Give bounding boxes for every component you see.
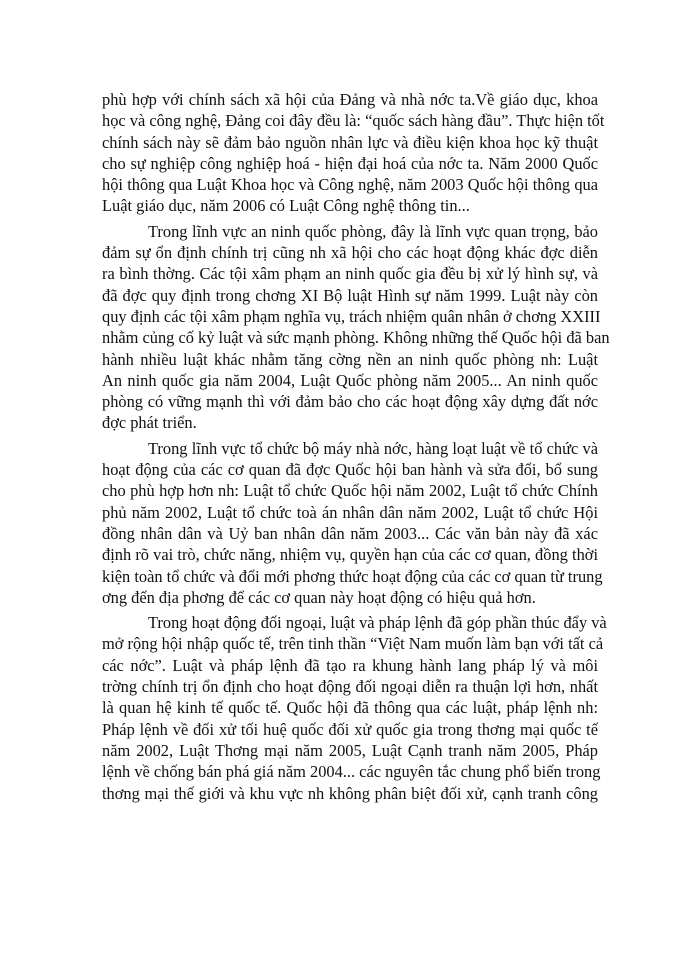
document-page <box>102 89 610 808</box>
text-line: hội thông qua Luật Khoa học và Công nghệ, năm 2003 Quốc hội thông qua <box>102 175 598 195</box>
text-line: hoạt động của các cơ quan đã đợc Quốc hội ban hành và sửa đổi, bổ sung <box>102 460 598 480</box>
text-line: đảm sự ổn định chính trị cũng nh xã hội cho các hoạt động khác đợc diễn <box>102 243 598 263</box>
text-line: quy định các tội xâm phạm nghĩa vụ, trách nhiệm quân nhân ở chơng XXIII <box>102 306 601 326</box>
text-line: thơng mại thế giới và khu vực nh không phân biệt đối xử, cạnh tranh công <box>102 783 598 803</box>
text-line: định rõ vai trò, chức năng, nhiệm vụ, quyền hạn của các cơ quan, đồng thời <box>102 545 598 565</box>
paragraph-education-science <box>102 89 605 217</box>
text-line: Trong lĩnh vực tổ chức bộ máy nhà nớc, hàng loạt luật về tổ chức và <box>148 438 598 458</box>
text-line: là quan hệ kinh tế quốc tế. Quốc hội đã thông qua các luật, pháp lệnh nh: <box>102 698 598 718</box>
text-line: phòng có vững mạnh thì với đảm bảo cho các hoạt động xây dựng đất nớc <box>102 392 598 412</box>
text-line: An ninh quốc gia năm 2004, Luật Quốc phòng năm 2005... An ninh quốc <box>102 370 598 390</box>
text-line: cho sự nghiệp công nghiệp hoá - hiện đại hoá của nớc ta. Năm 2000 Quốc <box>102 153 598 173</box>
text-line: Pháp lệnh về đối xử tối huệ quốc đối xử quốc gia trong thơng mại quốc tế <box>102 719 598 739</box>
text-line: chính sách này sẽ đảm bảo nguồn nhân lực và điều kiện khoa học kỹ thuật <box>102 132 598 152</box>
text-line: lệnh về chống bán phá giá năm 2004... các nguyên tắc chung phổ biến trong <box>102 762 601 782</box>
text-line: đã đợc quy định trong chơng XI Bộ luật Hình sự năm 1999. Luật này còn <box>102 285 598 305</box>
text-line: Trong hoạt động đối ngoại, luật và pháp lệnh đã góp phần thúc đẩy và <box>148 613 607 633</box>
text-line: phù hợp với chính sách xã hội của Đảng và nhà nớc ta.Về giáo dục, khoa <box>102 90 598 109</box>
text-line: kiện toàn tổ chức và đổi mới phơng thức hoạt động của các cơ quan từ trung <box>102 566 603 586</box>
text-line: học và công nghệ, Đảng coi đây đều là: “quốc sách hàng đầu”. Thực hiện tốt <box>102 111 605 131</box>
paragraph-foreign-affairs <box>102 612 607 804</box>
text-line: đồng nhân dân và Uỷ ban nhân dân năm 2003... Các văn bản này đã xác <box>102 523 598 543</box>
text-line: ơng đến địa phơng để các cơ quan này hoạt động có hiệu quả hơn. <box>102 587 536 607</box>
text-line: trờng chính trị ổn định cho hoạt động đối ngoại diễn ra thuận lợi hơn, nhất <box>102 677 598 697</box>
text-line: đợc phát triển. <box>102 413 197 433</box>
paragraph-national-defense <box>102 221 610 434</box>
text-line: ra bình thờng. Các tội xâm phạm an ninh quốc gia đều bị xử lý hình sự, và <box>102 264 598 284</box>
text-line: Trong lĩnh vực an ninh quốc phòng, đây là lĩnh vực quan trọng, bảo <box>148 221 598 241</box>
text-line: cho phù hợp hơn nh: Luật tổ chức Quốc hội năm 2002, Luật tổ chức Chính <box>102 481 598 501</box>
text-line: Luật giáo dục, năm 2006 có Luật Công nghệ thông tin... <box>102 196 470 216</box>
text-line: năm 2002, Luật Thơng mại năm 2005, Luật Cạnh tranh năm 2005, Pháp <box>102 740 598 760</box>
paragraph-state-apparatus <box>102 438 603 608</box>
text-line: các nớc”. Luật và pháp lệnh đã tạo ra khung hành lang pháp lý và môi <box>102 655 598 675</box>
text-line: mở rộng hội nhập quốc tế, trên tinh thần “Việt Nam muốn làm bạn với tất cả <box>102 634 604 654</box>
text-line: nhằm củng cố kỷ luật và sức mạnh phòng. Không những thế Quốc hội đã ban <box>102 328 610 348</box>
text-line: hành nhiều luật khác nhằm tăng cờng nền an ninh quốc phòng nh: Luật <box>102 349 598 369</box>
text-line: phủ năm 2002, Luật tổ chức toà án nhân dân năm 2002, Luật tổ chức Hội <box>102 502 598 522</box>
